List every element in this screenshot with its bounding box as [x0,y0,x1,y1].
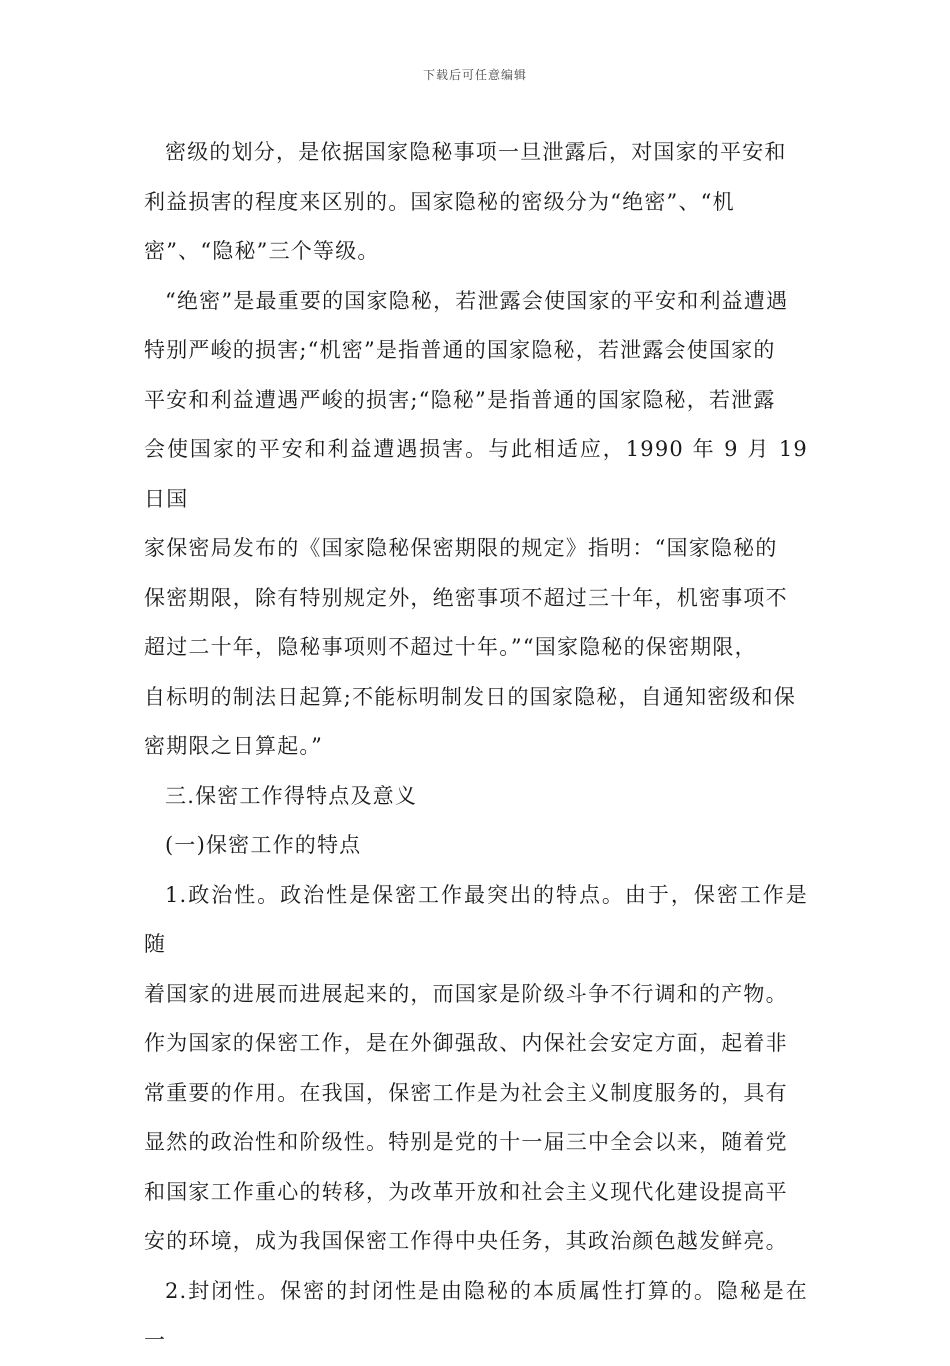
text-line: 和国家工作重心的转移，为改革开放和社会主义现代化建设提高平 [144,1179,788,1204]
text-line: 安的环境，成为我国保密工作得中央任务，其政治颜色越发鲜亮。 [144,1229,788,1253]
text-line: 2.封闭性。保密的封闭性是由隐秘的本质属性打算的。隐秘是在一 [144,1278,808,1352]
text-line: 三.保密工作得特点及意义 [165,783,418,808]
text-line: 常重要的作用。在我国，保密工作是为社会主义制度服务的，具有 [144,1080,788,1105]
text-line: “绝密”是最重要的国家隐秘，若泄露会使国家的平安和利益遭遇 [165,288,789,313]
text-line: 1.政治性。政治性是保密工作最突出的特点。由于，保密工作是随 [144,882,808,956]
paragraph-classification-levels [144,128,808,277]
text-line: 作为国家的保密工作，是在外御强敌、内保社会安定方面，起着非 [144,1031,788,1055]
section-heading [144,772,808,822]
text-line: 密级的划分，是依据国家隐秘事项一旦泄露后，对国家的平安和 [165,140,787,164]
text-line: 特别严峻的损害;“机密”是指普通的国家隐秘，若泄露会使国家的 [144,338,776,362]
page-header: 下载后可任意编辑 [422,68,527,82]
text-line: 家保密局发布的《国家隐秘保密期限的规定》指明：“国家隐秘的 [144,536,778,560]
text-line: 超过二十年，隐秘事项则不超过十年。”“国家隐秘的保密期限， [144,635,757,659]
paragraph-political-nature [144,871,808,1267]
subsection-heading [144,821,808,871]
text-line: 显然的政治性和阶级性。特别是党的十一届三中全会以来，随着党 [144,1130,788,1154]
text-line: 利益损害的程度来区别的。国家隐秘的密级分为“绝密”、“机 [144,189,735,214]
text-line: 密”、“隐秘”三个等级。 [144,239,380,263]
document-body [144,128,808,1366]
text-line: 着国家的进展而进展起来的，而国家是阶级斗争不行调和的产物。 [144,981,788,1006]
paragraph-secret-definitions [144,277,808,772]
paragraph-closed-nature [144,1267,808,1366]
text-line: 自标明的制法日起算;不能标明制发日的国家隐秘，自通知密级和保 [144,684,797,709]
text-line: (一)保密工作的特点 [165,833,362,857]
text-line: 会使国家的平安和利益遭遇损害。与此相适应，1990 年 9 月 19 日国 [144,437,808,511]
text-line: 密期限之日算起。” [144,734,324,758]
text-line: 平安和利益遭遇严峻的损害;“隐秘”是指普通的国家隐秘，若泄露 [144,387,776,412]
text-line: 保密期限，除有特别规定外，绝密事项不超过三十年，机密事项不 [144,585,788,610]
